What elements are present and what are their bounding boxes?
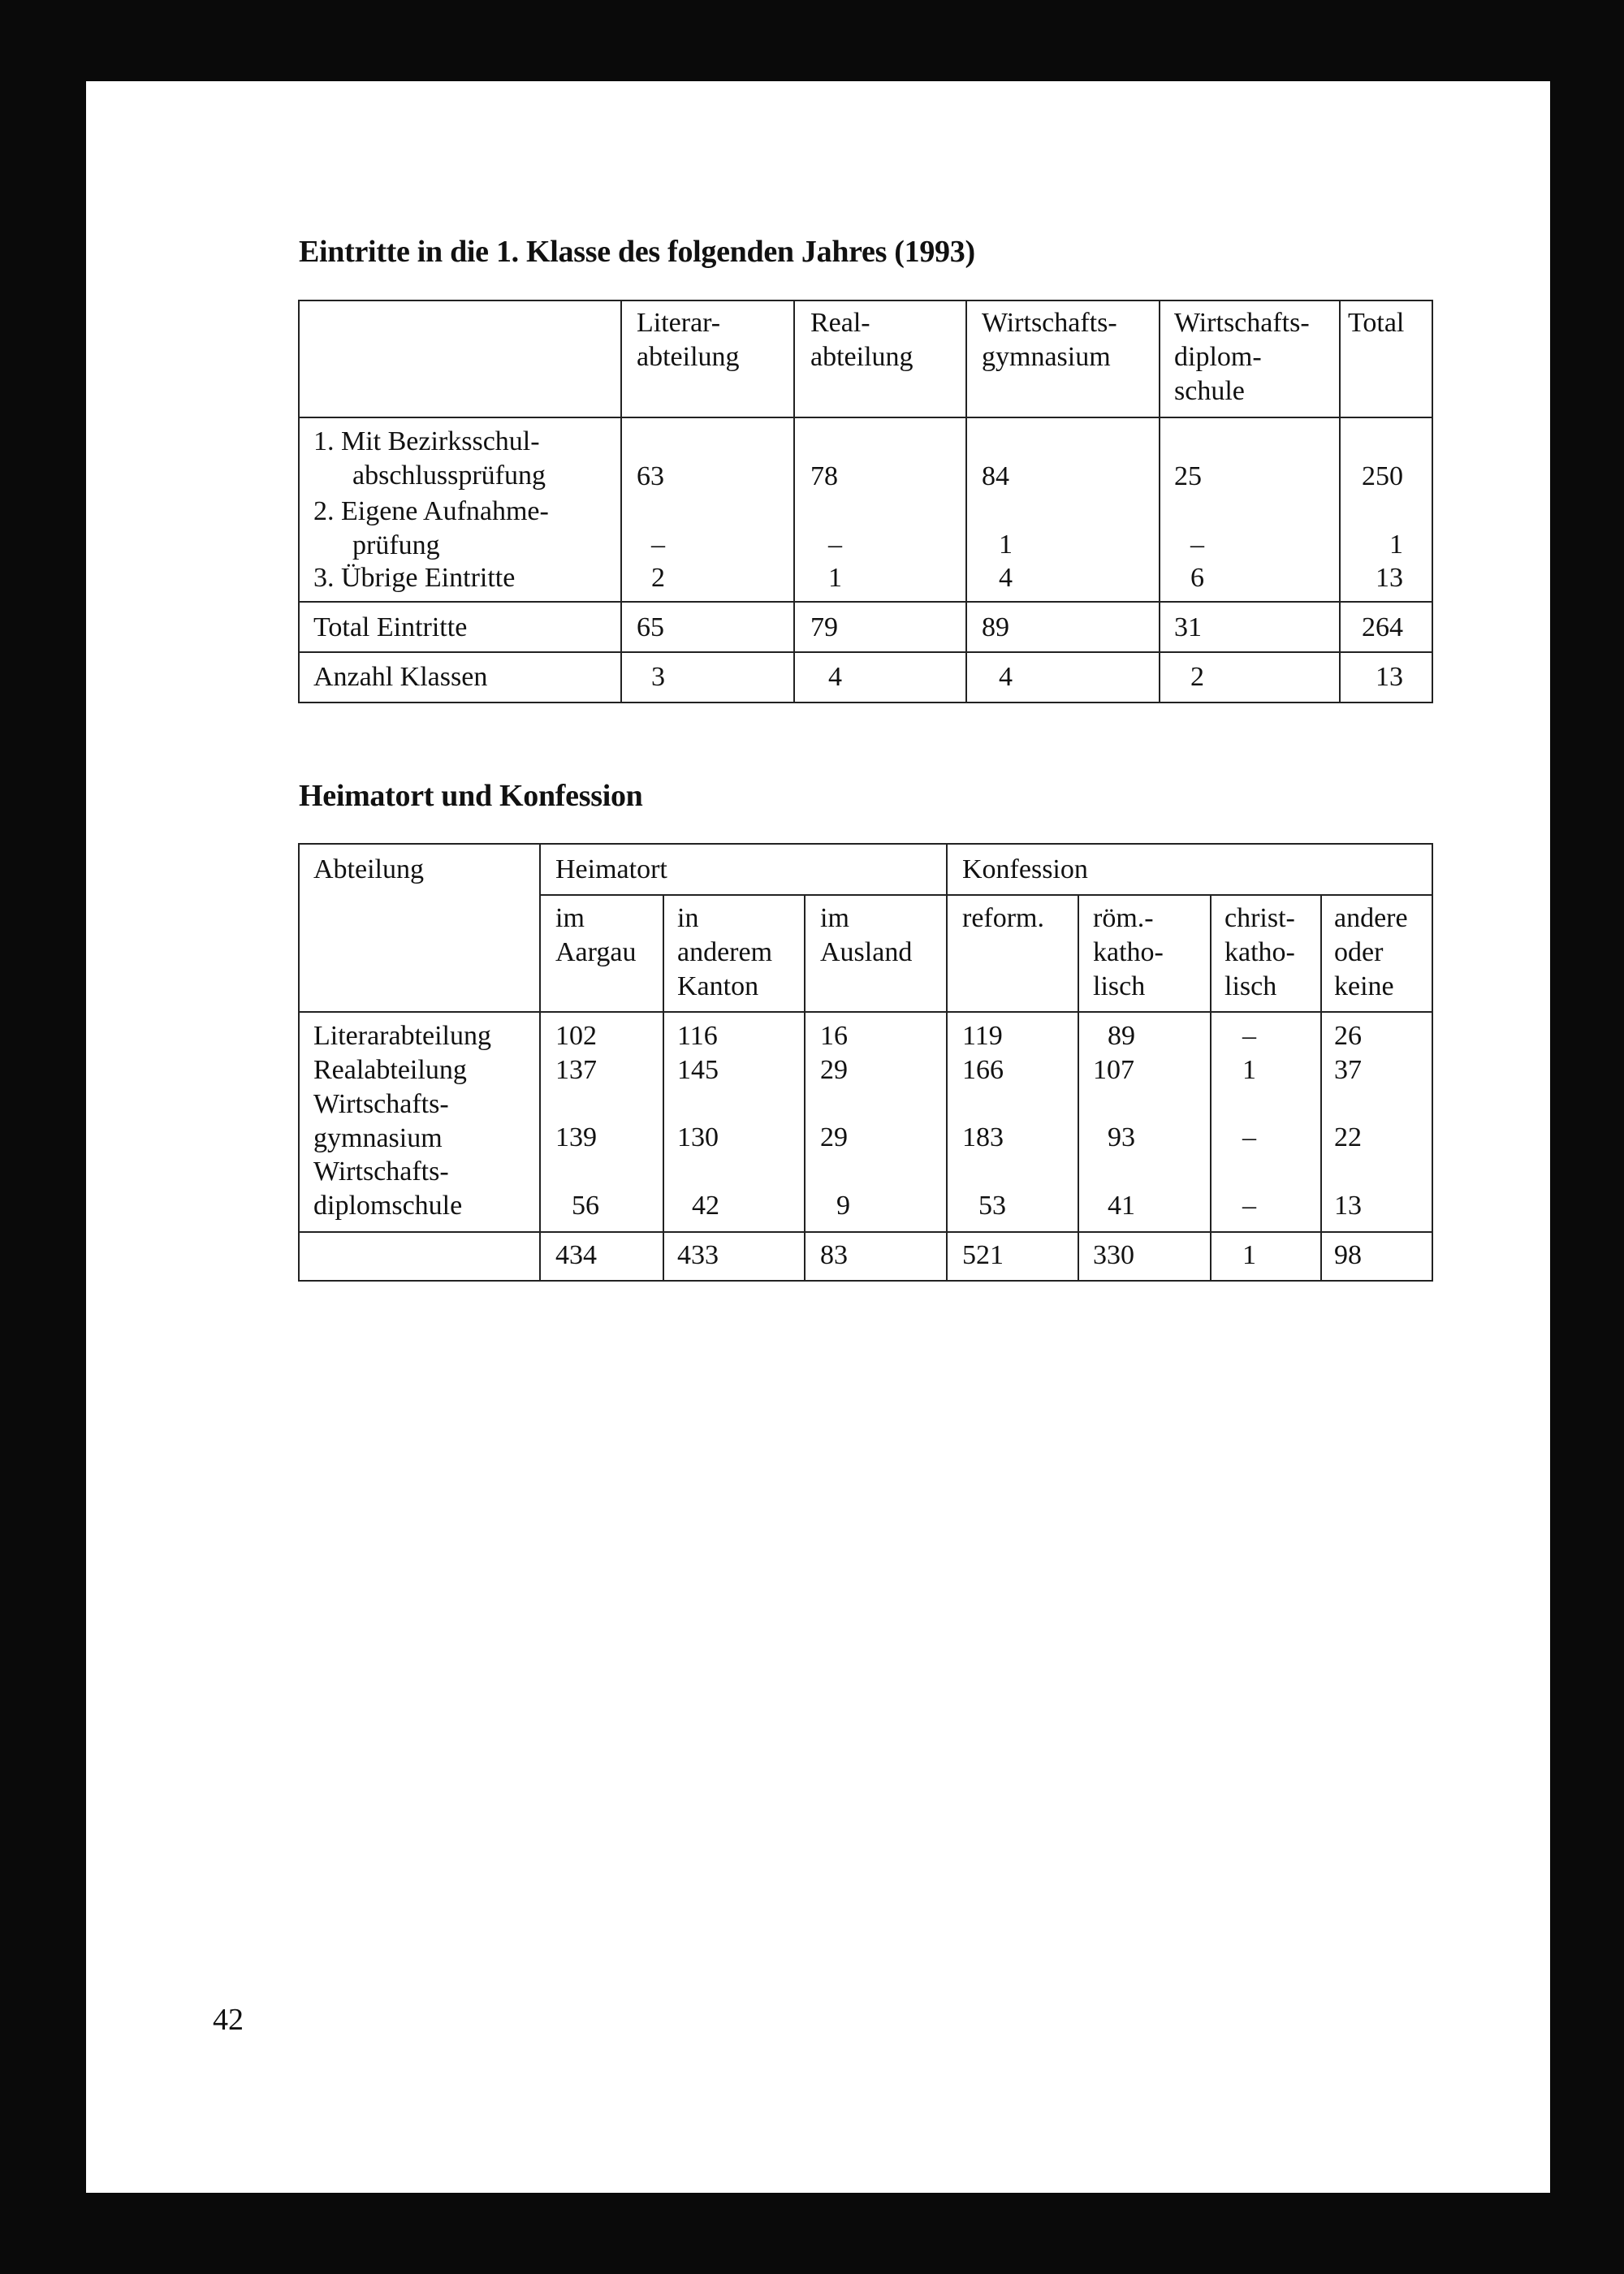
value-cell: 16 <box>820 1021 848 1051</box>
column-header-total: Total <box>1348 308 1405 338</box>
table1-title: Eintritte in die 1. Klasse des folgenden Jahres (1993) <box>299 235 975 269</box>
subheader-christkatholisch: christ- katho- lisch <box>1224 903 1295 1001</box>
value-cell: 1 <box>828 563 842 593</box>
value-cell: 4 <box>999 563 1013 593</box>
value-cell: 29 <box>820 1055 848 1085</box>
value-cell: 139 <box>555 1122 597 1152</box>
value-cell: 41 <box>1108 1191 1135 1221</box>
value-cell: 22 <box>1334 1122 1362 1152</box>
value-cell: 78 <box>810 461 838 491</box>
row-label-wirtschaftsdiplomschule: Wirtschafts- diplomschule <box>313 1156 463 1221</box>
value-cell: 53 <box>978 1191 1006 1221</box>
value-cell: – <box>1242 1122 1256 1152</box>
column-header-gymnasium: Wirtschafts- gymnasium <box>982 308 1117 372</box>
row-label-realabteilung: Realabteilung <box>313 1055 467 1085</box>
page-number: 42 <box>213 2003 244 2037</box>
value-cell: 65 <box>637 612 664 642</box>
value-cell: 31 <box>1174 612 1202 642</box>
document-page <box>86 81 1550 2193</box>
value-cell: 116 <box>677 1021 718 1051</box>
total-cell: 83 <box>820 1240 848 1270</box>
value-cell: 183 <box>962 1122 1004 1152</box>
total-cell: 98 <box>1334 1240 1362 1270</box>
value-cell: 84 <box>982 461 1009 491</box>
value-cell: 107 <box>1093 1055 1134 1085</box>
value-cell: 264 <box>1362 612 1403 642</box>
value-cell: 145 <box>677 1055 719 1085</box>
value-cell: 25 <box>1174 461 1202 491</box>
total-cell: 434 <box>555 1240 597 1270</box>
subheader-im-ausland: im Ausland <box>820 903 913 967</box>
column-header-real: Real- abteilung <box>810 308 914 372</box>
row-label-literarabteilung: Literarabteilung <box>313 1021 492 1051</box>
value-cell: 29 <box>820 1122 848 1152</box>
value-cell: 13 <box>1376 662 1403 692</box>
value-cell: 102 <box>555 1021 597 1051</box>
value-cell: 13 <box>1334 1191 1362 1221</box>
subheader-anderer-kanton: in anderem Kanton <box>677 903 773 1001</box>
value-cell: 89 <box>982 612 1009 642</box>
subheader-roemisch-katholisch: röm.- katho- lisch <box>1093 903 1164 1001</box>
row-label-bezirksschul: 1. Mit Bezirksschul- abschlussprüfung <box>313 426 546 491</box>
subheader-andere: andere oder keine <box>1334 903 1408 1001</box>
value-cell: 63 <box>637 461 664 491</box>
row-label-wirtschaftsgymnasium: Wirtschafts- gymnasium <box>313 1089 449 1153</box>
value-cell: 137 <box>555 1055 597 1085</box>
value-cell: 13 <box>1376 563 1403 593</box>
value-cell: – <box>1242 1021 1256 1051</box>
value-cell: – <box>828 530 842 560</box>
value-cell: 2 <box>1190 662 1204 692</box>
value-cell: 56 <box>572 1191 599 1221</box>
total-cell: 521 <box>962 1240 1004 1270</box>
column-header-abteilung: Abteilung <box>313 854 424 884</box>
value-cell: 93 <box>1108 1122 1135 1152</box>
table2-title: Heimatort und Konfession <box>299 779 643 813</box>
row-label-anzahl-klassen: Anzahl Klassen <box>313 662 488 692</box>
row-label-aufnahmepruefung: 2. Eigene Aufnahme- prüfung <box>313 496 549 560</box>
column-header-literar: Literar- abteilung <box>637 308 740 372</box>
value-cell: 6 <box>1190 563 1204 593</box>
value-cell: 119 <box>962 1021 1003 1051</box>
value-cell: 130 <box>677 1122 719 1152</box>
value-cell: – <box>651 530 665 560</box>
row-label-uebrige: 3. Übrige Eintritte <box>313 563 516 593</box>
row-label-total-eintritte: Total Eintritte <box>313 612 468 642</box>
subheader-reformiert: reform. <box>962 903 1045 933</box>
total-cell: 330 <box>1093 1240 1134 1270</box>
total-cell: 1 <box>1242 1240 1256 1270</box>
value-cell: 26 <box>1334 1021 1362 1051</box>
value-cell: – <box>1242 1191 1256 1221</box>
value-cell: 37 <box>1334 1055 1362 1085</box>
value-cell: 166 <box>962 1055 1004 1085</box>
value-cell: 1 <box>1389 530 1403 560</box>
total-cell: 433 <box>677 1240 719 1270</box>
value-cell: 79 <box>810 612 838 642</box>
group-header-heimatort: Heimatort <box>555 854 667 884</box>
subheader-im-aargau: im Aargau <box>555 903 637 967</box>
value-cell: 9 <box>836 1191 850 1221</box>
value-cell: 42 <box>692 1191 719 1221</box>
value-cell: 89 <box>1108 1021 1135 1051</box>
value-cell: – <box>1190 530 1204 560</box>
value-cell: 3 <box>651 662 665 692</box>
value-cell: 250 <box>1362 461 1403 491</box>
value-cell: 2 <box>651 563 665 593</box>
value-cell: 4 <box>828 662 842 692</box>
column-header-diplomschule: Wirtschafts- diplom- schule <box>1174 308 1310 406</box>
value-cell: 4 <box>999 662 1013 692</box>
group-header-konfession: Konfession <box>962 854 1088 884</box>
value-cell: 1 <box>1242 1055 1256 1085</box>
value-cell: 1 <box>999 530 1013 560</box>
